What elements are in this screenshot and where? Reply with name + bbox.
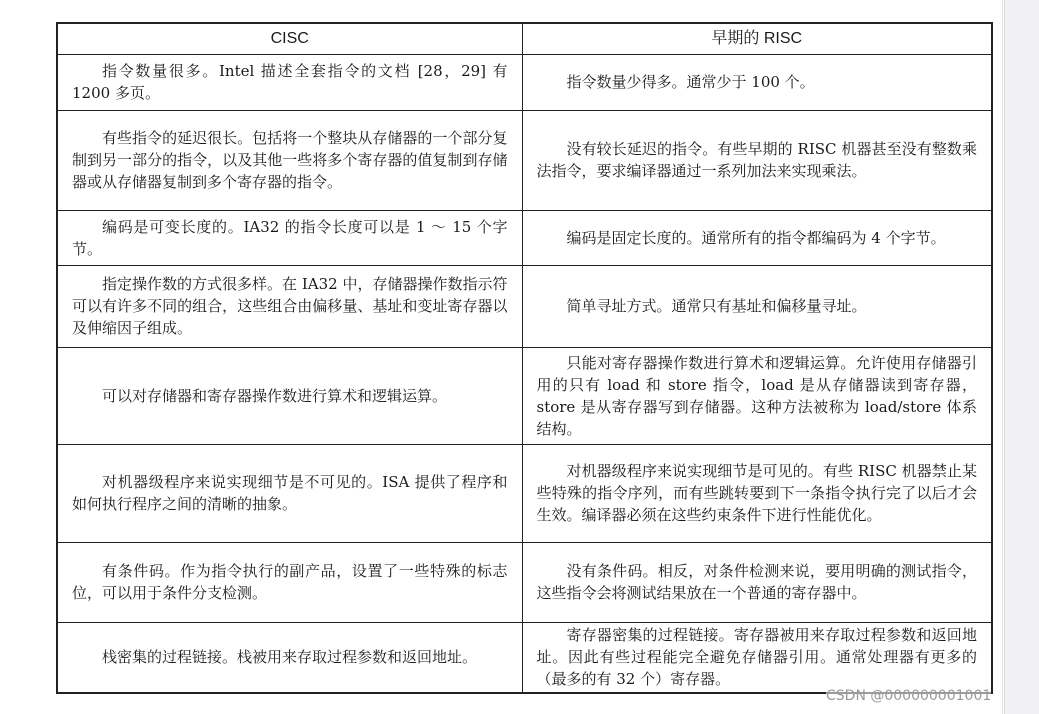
risc-cell: 没有条件码。相反，对条件检测来说，要用明确的测试指令，这些指令会将测试结果放在一个普通的寄存器中。 [522,542,992,622]
table-row [57,110,992,210]
header-early-risc: 早期的 RISC [522,23,992,54]
cisc-cell: 指令数量很多。Intel 描述全套指令的文档 [28，29] 有 1200 多页。 [57,54,522,110]
risc-cell: 只能对寄存器操作数进行算术和逻辑运算。允许使用存储器引用的只有 load 和 store 指令，load 是从存储器读到寄存器，store 是从寄存器写到存储器。这种方法被称为 load/store 体系结构。 [522,347,992,444]
viewer-scroll-strip[interactable] [1004,0,1039,714]
cisc-cell: 对机器级程序来说实现细节是不可见的。ISA 提供了程序和如何执行程序之间的清晰的抽象。 [57,444,522,542]
header-cisc: CISC [57,23,522,54]
cisc-risc-comparison-table [56,22,993,694]
risc-cell: 简单寻址方式。通常只有基址和偏移量寻址。 [522,265,992,347]
risc-cell: 指令数量少得多。通常少于 100 个。 [522,54,992,110]
table-row [57,347,992,444]
table-row [57,542,992,622]
cisc-cell: 编码是可变长度的。IA32 的指令长度可以是 1 ～ 15 个字节。 [57,210,522,265]
cisc-cell: 指定操作数的方式很多样。在 IA32 中，存储器操作数指示符可以有许多不同的组合，这些组合由偏移量、基址和变址寄存器以及伸缩因子组成。 [57,265,522,347]
csdn-watermark: CSDN @000000001001 [826,688,992,704]
risc-cell: 编码是固定长度的。通常所有的指令都编码为 4 个字节。 [522,210,992,265]
cisc-cell: 栈密集的过程链接。栈被用来存取过程参数和返回地址。 [57,622,522,693]
table-row [57,210,992,265]
cisc-cell: 有条件码。作为指令执行的副产品，设置了一些特殊的标志位，可以用于条件分支检测。 [57,542,522,622]
table-row [57,444,992,542]
table-row [57,265,992,347]
risc-cell: 寄存器密集的过程链接。寄存器被用来存取过程参数和返回地址。因此有些过程能完全避免存储器引用。通常处理器有更多的（最多的有 32 个）寄存器。 [522,622,992,693]
table-row [57,54,992,110]
table-header-row [57,23,992,54]
cisc-cell: 可以对存储器和寄存器操作数进行算术和逻辑运算。 [57,347,522,444]
cisc-cell: 有些指令的延迟很长。包括将一个整块从存储器的一个部分复制到另一部分的指令，以及其他一些将多个寄存器的值复制到存储器或从存储器复制到多个寄存器的指令。 [57,110,522,210]
risc-cell: 没有较长延迟的指令。有些早期的 RISC 机器甚至没有整数乘法指令，要求编译器通过一系列加法来实现乘法。 [522,110,992,210]
table-row [57,622,992,693]
risc-cell: 对机器级程序来说实现细节是可见的。有些 RISC 机器禁止某些特殊的指令序列，而有些跳转要到下一条指令执行完了以后才会生效。编译器必须在这些约束条件下进行性能优化。 [522,444,992,542]
document-edge [1002,0,1003,714]
